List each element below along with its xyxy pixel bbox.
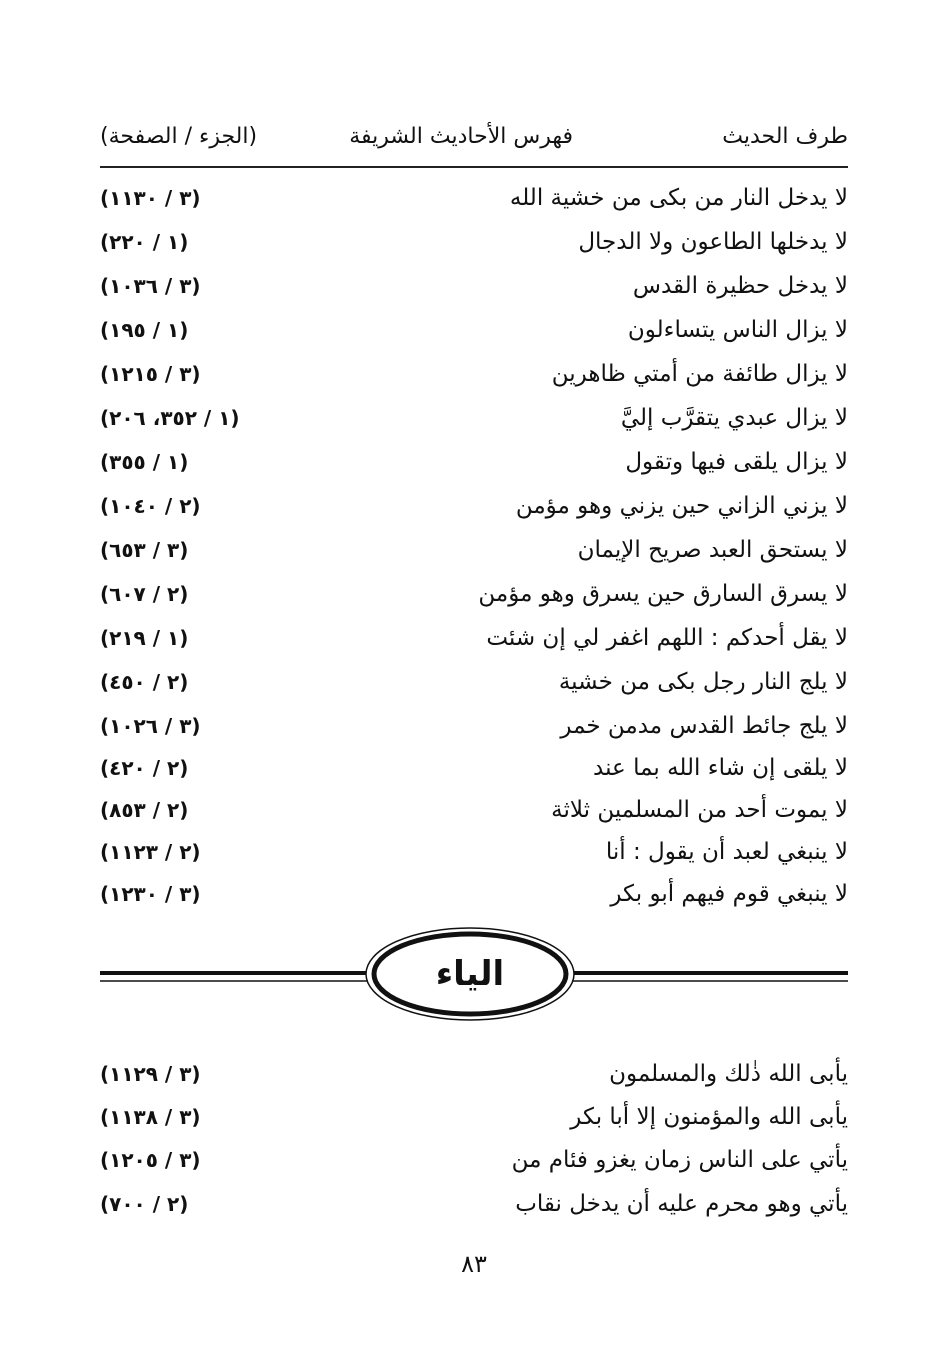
hadith-entry bbox=[100, 874, 848, 914]
hadith-text: لا يدخلها الطاعون ولا الدجال bbox=[578, 229, 848, 255]
hadith-text: يأبى الله والمؤمنون إلا أبا بكر bbox=[570, 1104, 848, 1130]
hadith-text: لا يلقى إن شاء الله بما عند bbox=[593, 755, 848, 781]
hadith-text: لا يسرق السارق حين يسرق وهو مؤمن bbox=[478, 581, 848, 607]
hadith-text: لا يلج جائط القدس مدمن خمر bbox=[560, 713, 848, 739]
header-volume-page-column-title: (الجزء / الصفحة) bbox=[100, 124, 258, 149]
hadith-reference: (٣ / ١١٣٠) bbox=[100, 186, 201, 210]
hadith-text: يأتي على الناس زمان يغزو فئام من bbox=[511, 1147, 848, 1173]
hadith-reference: (١ / ٢٢٠) bbox=[100, 230, 189, 254]
header-hadith-column-title: طرف الحديث bbox=[722, 124, 848, 149]
hadith-reference: (٢ / ٤٢٠) bbox=[100, 756, 189, 780]
hadith-reference: (٢ / ٤٥٠) bbox=[100, 670, 189, 694]
hadith-reference: (١ / ٣٥٢، ٢٠٦) bbox=[100, 406, 240, 430]
hadith-entry bbox=[100, 706, 848, 746]
hadith-reference: (١ / ٢١٩) bbox=[100, 626, 189, 650]
hadith-text: لا يزال طائفة من أمتي ظاهرين bbox=[551, 361, 848, 387]
hadith-entry bbox=[100, 530, 848, 570]
section-divider bbox=[100, 920, 848, 1030]
hadith-text: لا يزال يلقى فيها وتقول bbox=[625, 449, 848, 475]
hadith-reference: (٣ / ١٠٣٦) bbox=[100, 274, 201, 298]
hadith-entry bbox=[100, 1184, 848, 1224]
hadith-text: يأبى الله ذٰلك والمسلمون bbox=[609, 1061, 848, 1087]
hadith-text: لا يلج النار رجل بكى من خشية bbox=[558, 669, 848, 695]
hadith-entry bbox=[100, 662, 848, 702]
hadith-entry bbox=[100, 618, 848, 658]
header-index-title: فهرس الأحاديث الشريفة bbox=[349, 124, 573, 149]
hadith-entry bbox=[100, 442, 848, 482]
hadith-entry bbox=[100, 790, 848, 830]
hadith-entry bbox=[100, 222, 848, 262]
hadith-reference: (٣ / ١٢٠٥) bbox=[100, 1148, 201, 1172]
hadith-reference: (١ / ٣٥٥) bbox=[100, 450, 189, 474]
hadith-text: لا يموت أحد من المسلمين ثلاثة bbox=[551, 797, 848, 823]
hadith-text: لا يقل أحدكم : اللهم اغفر لي إن شئت bbox=[486, 625, 848, 651]
hadith-reference: (٣ / ١١٢٩) bbox=[100, 1062, 201, 1086]
hadith-text: لا يزني الزاني حين يزني وهو مؤمن bbox=[515, 493, 848, 519]
hadith-entry bbox=[100, 1140, 848, 1180]
hadith-text: لا ينبغي قوم فيهم أبو بكر bbox=[610, 881, 848, 907]
hadith-entry bbox=[100, 574, 848, 614]
hadith-entry bbox=[100, 1097, 848, 1137]
hadith-entry bbox=[100, 748, 848, 788]
hadith-reference: (٢ / ١١٢٣) bbox=[100, 840, 201, 864]
hadith-reference: (٣ / ١٢١٥) bbox=[100, 362, 201, 386]
hadith-reference: (٣ / ١٢٣٠) bbox=[100, 882, 201, 906]
hadith-entry bbox=[100, 178, 848, 218]
hadith-entry bbox=[100, 266, 848, 306]
hadith-text: لا يستحق العبد صريح الإيمان bbox=[577, 537, 848, 563]
hadith-entry bbox=[100, 310, 848, 350]
hadith-reference: (١ / ١٩٥) bbox=[100, 318, 189, 342]
hadith-text: لا يدخل النار من بكى من خشية الله bbox=[509, 185, 848, 211]
hadith-text: لا يزال عبدي يتقرَّب إليَّ bbox=[620, 405, 848, 431]
hadith-reference: (٢ / ٧٠٠) bbox=[100, 1192, 189, 1216]
page-header bbox=[100, 124, 848, 160]
hadith-entry bbox=[100, 1054, 848, 1094]
hadith-text: يأتي وهو محرم عليه أن يدخل نقاب bbox=[515, 1191, 848, 1217]
hadith-reference: (٣ / ٦٥٣) bbox=[100, 538, 189, 562]
hadith-reference: (٣ / ١٠٢٦) bbox=[100, 714, 201, 738]
hadith-entry bbox=[100, 354, 848, 394]
header-rule bbox=[100, 166, 848, 168]
hadith-reference: (٣ / ١١٣٨) bbox=[100, 1105, 201, 1129]
hadith-reference: (٢ / ١٠٤٠) bbox=[100, 494, 201, 518]
page-number: ٨٣ bbox=[461, 1250, 487, 1278]
hadith-text: لا ينبغي لعبد أن يقول : أنا bbox=[605, 839, 848, 865]
hadith-entry bbox=[100, 398, 848, 438]
hadith-reference: (٢ / ٨٥٣) bbox=[100, 798, 189, 822]
hadith-reference: (٢ / ٦٠٧) bbox=[100, 582, 189, 606]
hadith-entry bbox=[100, 832, 848, 872]
hadith-entry bbox=[100, 486, 848, 526]
hadith-text: لا يدخل حظيرة القدس bbox=[632, 273, 848, 299]
hadith-text: لا يزال الناس يتساءلون bbox=[627, 317, 848, 343]
section-title-ya: الياء bbox=[435, 954, 505, 994]
